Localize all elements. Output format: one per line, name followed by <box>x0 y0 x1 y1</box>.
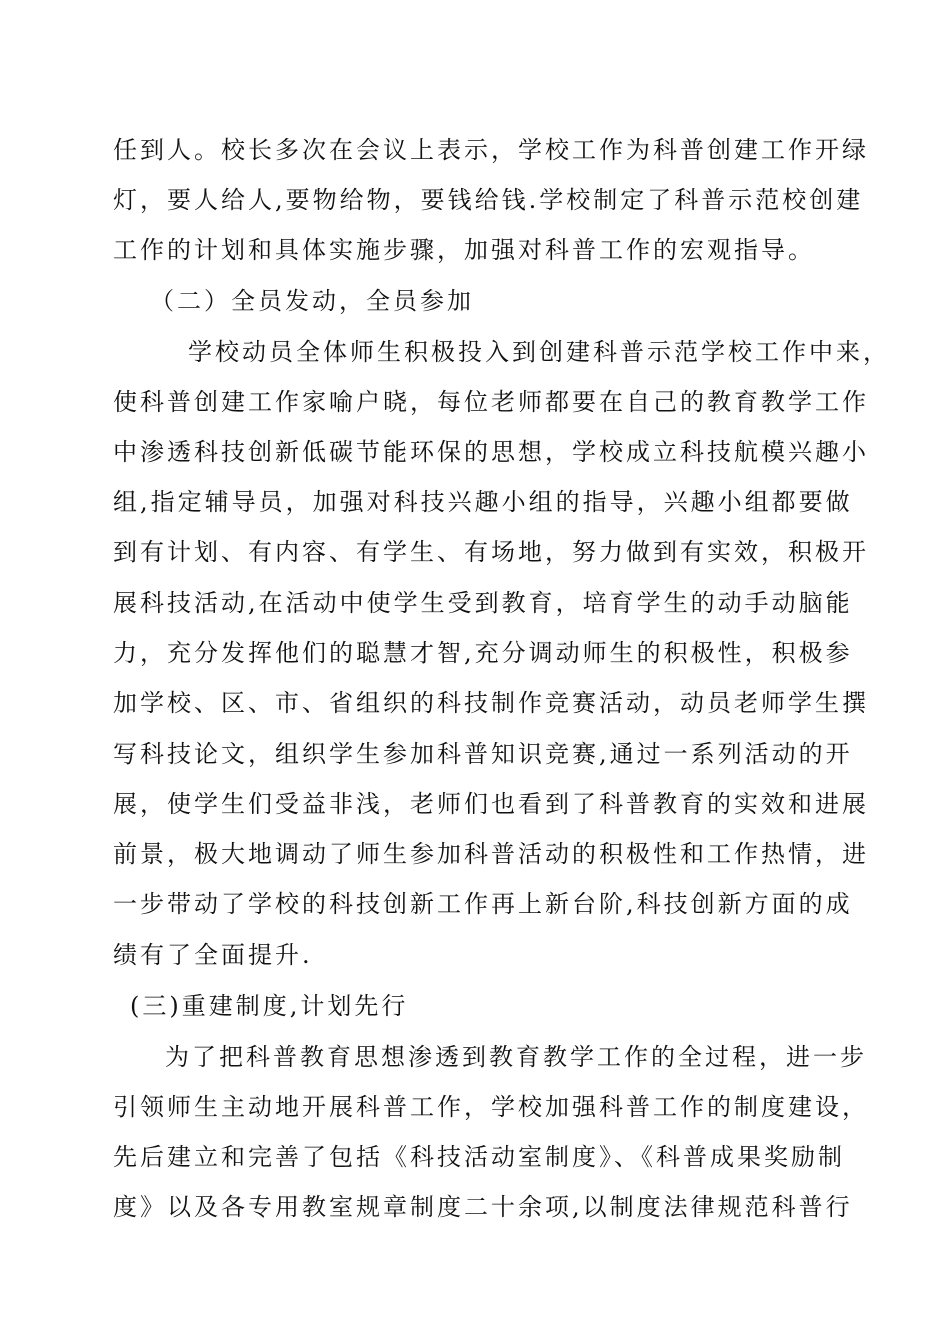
paragraph-line: 中渗透科技创新低碳节能环保的思想，学校成立科技航模兴趣小 <box>113 438 869 466</box>
paragraph-line: 展科技活动,在活动中使学生受到教育，培育学生的动手动脑能 <box>113 589 853 617</box>
paragraph-line: 引领师生主动地开展科普工作，学校加强科普工作的制度建设， <box>113 1093 869 1121</box>
paragraph-line: 到有计划、有内容、有学生、有场地，努力做到有实效，积极开 <box>113 538 869 566</box>
paragraph-line: 加学校、区、市、省组织的科技制作竞赛活动，动员老师学生撰 <box>113 689 869 717</box>
paragraph-line: 学校动员全体师生积极投入到创建科普示范学校工作中来， <box>188 338 890 366</box>
paragraph-line: 展，使学生们受益非浅，老师们也看到了科普教育的实效和进展 <box>113 790 869 818</box>
section-heading: (三)重建制度,计划先行 <box>130 992 409 1020</box>
paragraph-line: 绩有了全面提升. <box>113 941 313 969</box>
paragraph-line: 任到人。校长多次在会议上表示，学校工作为科普创建工作开绿 <box>113 136 869 164</box>
paragraph-line: 工作的计划和具体实施步骤，加强对科普工作的宏观指导。 <box>113 236 815 264</box>
paragraph-line: 为了把科普教育思想渗透到教育教学工作的全过程，进一步 <box>165 1043 867 1071</box>
paragraph-line: 力，充分发挥他们的聪慧才智,充分调动师生的积极性，积极参 <box>113 639 853 667</box>
paragraph-line: 写科技论文，组织学生参加科普知识竞赛,通过一系列活动的开 <box>113 740 853 768</box>
paragraph-line: 一步带动了学校的科技创新工作再上新台阶,科技创新方面的成 <box>113 890 853 918</box>
paragraph-line: 度》以及各专用教室规章制度二十余项,以制度法律规范科普行 <box>113 1193 853 1221</box>
paragraph-line: 灯，要人给人,要物给物，要钱给钱.学校制定了科普示范校创建 <box>113 186 864 214</box>
paragraph-line: 前景，极大地调动了师生参加科普活动的积极性和工作热情，进 <box>113 840 869 868</box>
paragraph-line: 组,指定辅导员，加强对科技兴趣小组的指导，兴趣小组都要做 <box>113 488 853 516</box>
paragraph-line: 使科普创建工作家喻户晓，每位老师都要在自己的教育教学工作 <box>113 388 869 416</box>
section-heading: （二）全员发动，全员参加 <box>150 287 474 315</box>
paragraph-line: 先后建立和完善了包括《科技活动室制度》、《科普成果奖励制 <box>113 1143 845 1171</box>
